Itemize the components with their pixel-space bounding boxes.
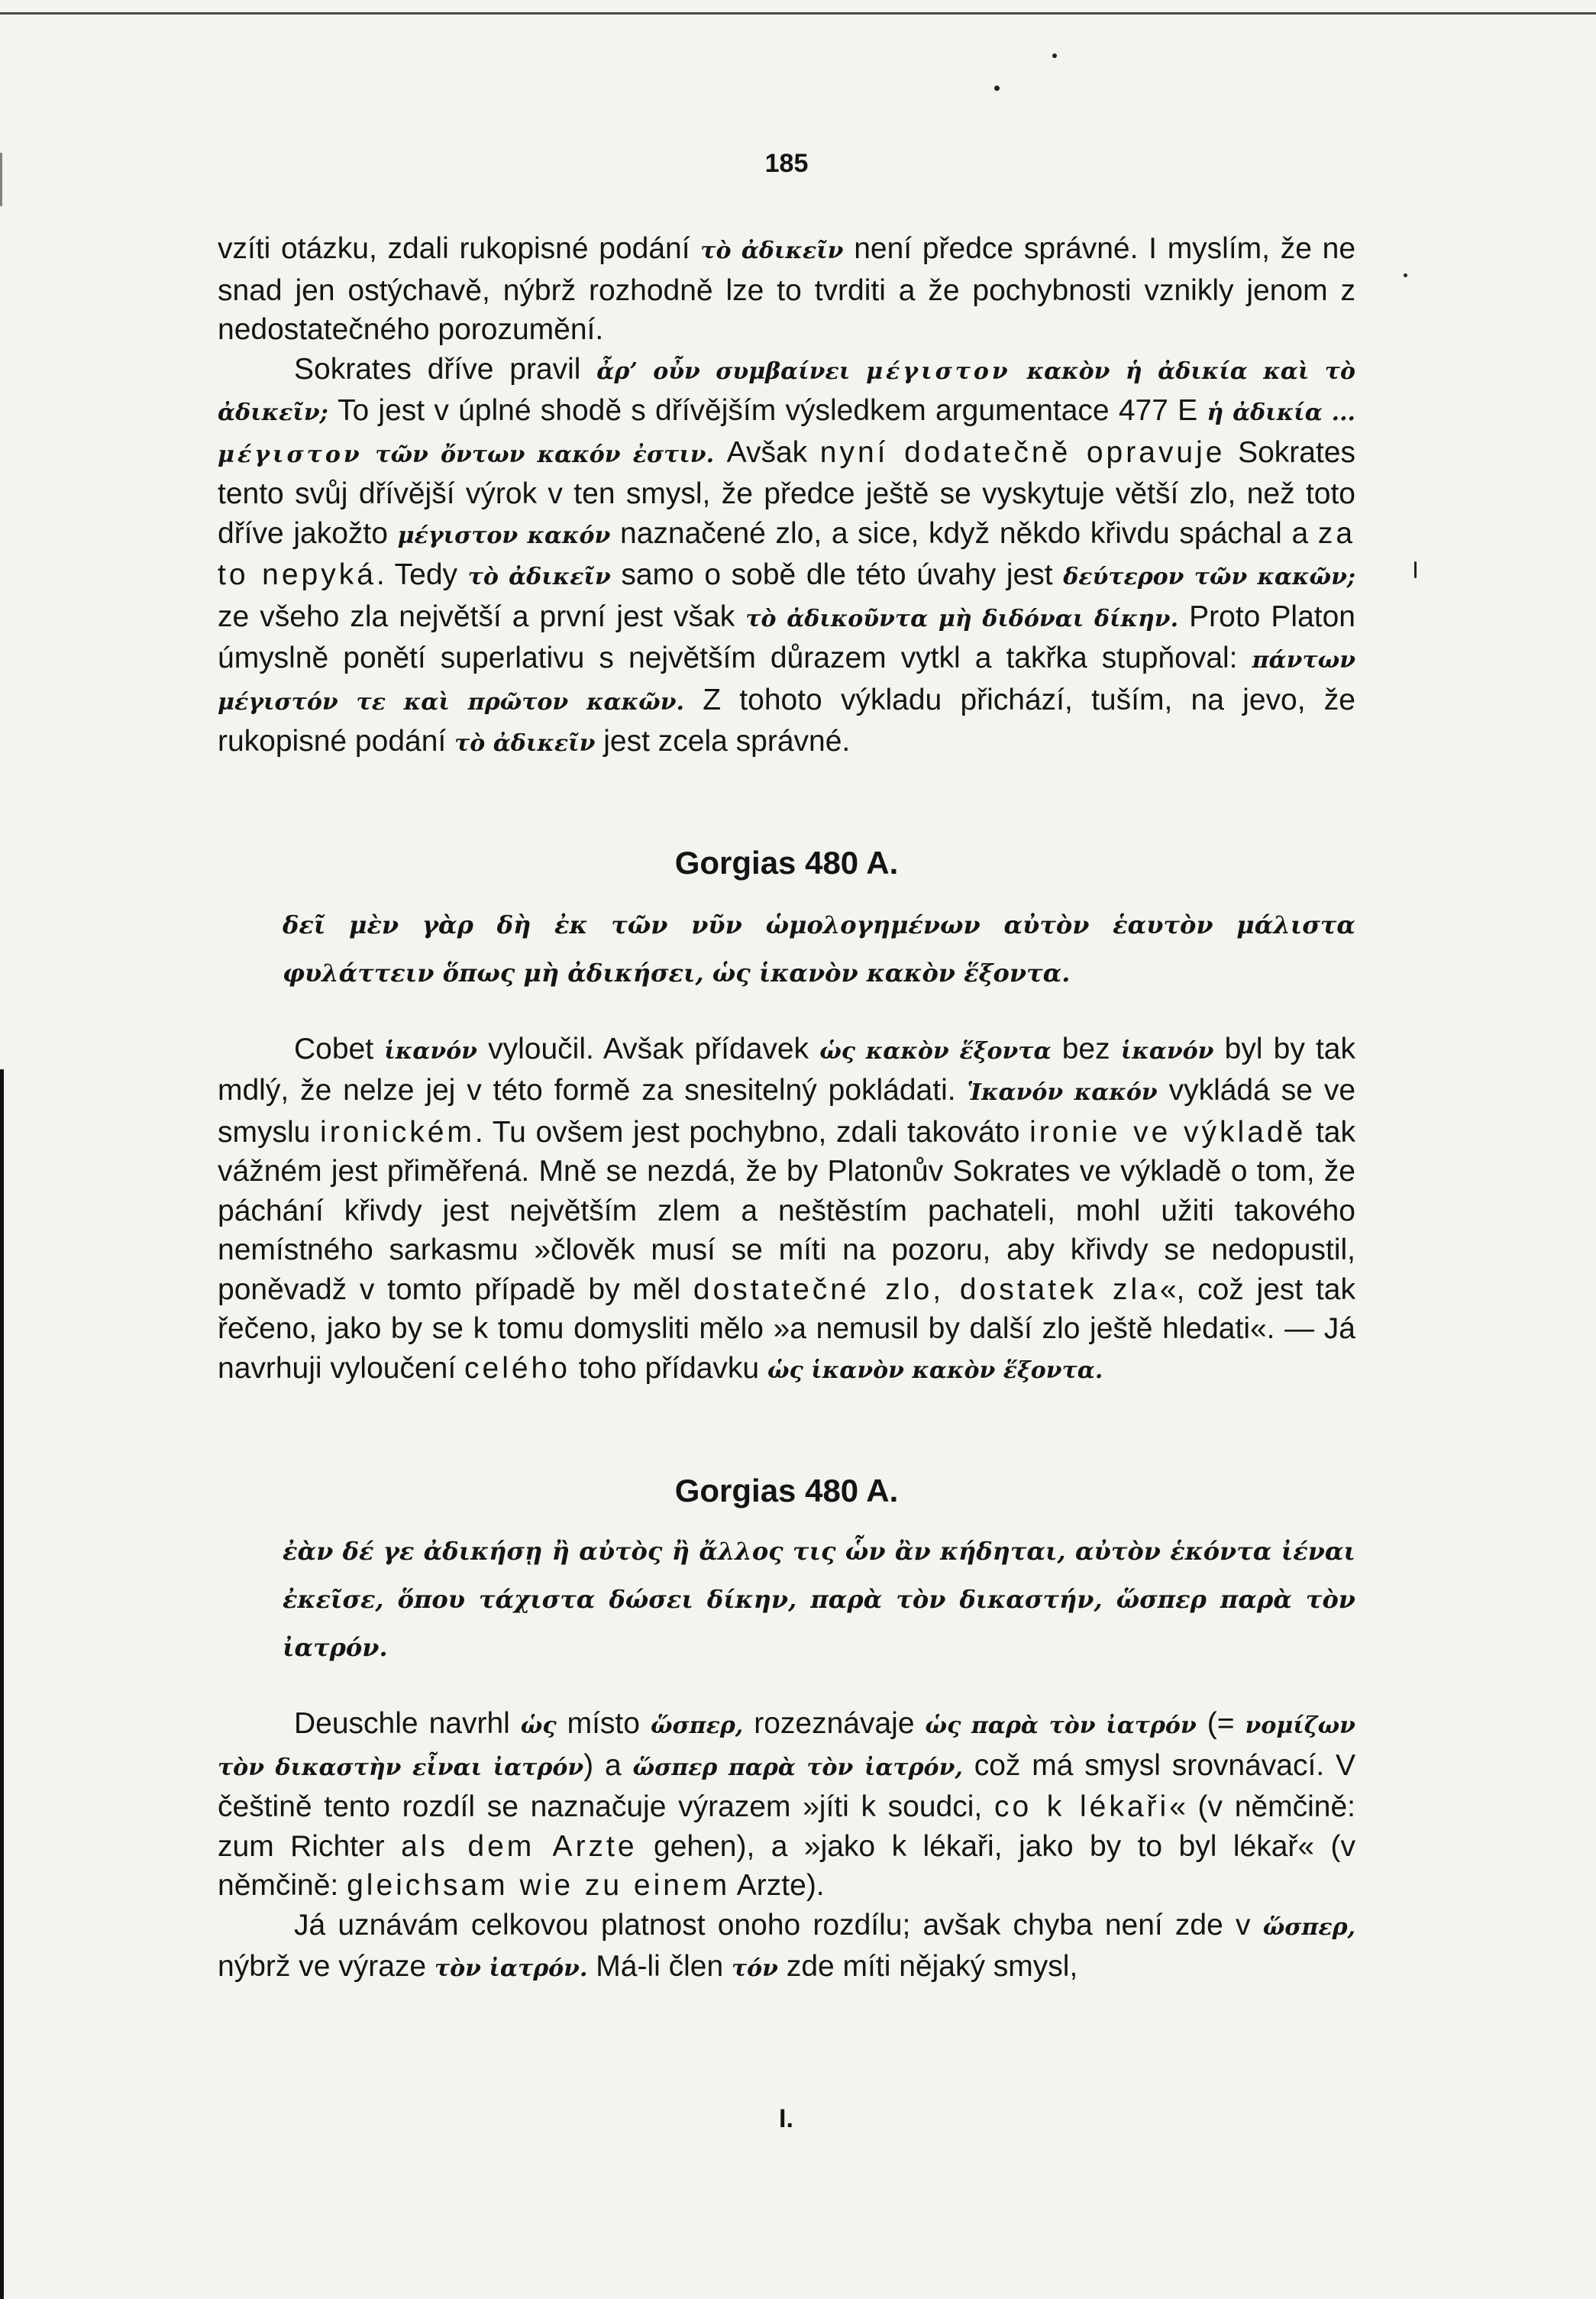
text-run: To jest v úplné shodě s dřívějším výsledkem argumentace 477 E <box>338 394 1198 427</box>
text-run: Sokrates tento svůj dřívější výrok v ten smysl, že předce ještě se vyskytuje větší zlo, než toto dříve jakožto <box>218 435 1355 550</box>
text-run: není předce správné. I myslím, že ne snad jen ostýchavě, nýbrž rozhodně lze to tvrditi a že pochybnosti vznikly jenom z nedostatečného porozumění. <box>218 232 1356 346</box>
greek-term: τῶν ὄντων κακόν ἐστιν. <box>375 441 715 468</box>
text-run: Deuschle navrhl <box>294 1707 510 1740</box>
scan-left-edge-upper <box>0 153 2 206</box>
greek-term: ὡς <box>520 1712 557 1739</box>
spaced-emphasis: nyní dodatečně opravuje <box>819 435 1226 469</box>
paragraph-3 <box>218 1030 1355 1391</box>
spaced-emphasis: ironie ve výkladě <box>1029 1115 1307 1149</box>
spaced-emphasis: celého <box>464 1351 570 1385</box>
spaced-emphasis: gleichsam wie zu einem <box>347 1869 731 1902</box>
spaced-emphasis: za to nepyká <box>218 516 1356 591</box>
greek-term: τὸν ἰατρόν. <box>434 1955 588 1982</box>
paragraph-5 <box>218 1906 1355 1989</box>
section-heading: Gorgias 480 A. <box>674 1473 899 1508</box>
text-run: Má-li člen <box>596 1950 724 1983</box>
text-run: ) a <box>583 1748 622 1782</box>
greek-term: ὥσπερ παρὰ τὸν ἰατρόν, <box>632 1754 963 1781</box>
text-run: bez <box>1061 1032 1110 1065</box>
text-run: rozeznávaje <box>754 1707 915 1740</box>
greek-spaced: μέγιστον <box>218 441 363 468</box>
text-run: . Tu ovšem jest pochybno, zdali takováto <box>474 1115 1020 1149</box>
text-run: nýbrž ve výraze <box>218 1950 427 1983</box>
greek-term: ἱκανόν <box>1120 1037 1214 1065</box>
text-run: Sokrates dříve pravil <box>294 352 581 386</box>
text-run: naznačené zlo, a sice, když někdo křivdu spáchal a <box>620 516 1309 550</box>
greek-term: ἡ ἀδικία ... <box>1207 399 1355 426</box>
scan-left-edge <box>0 1069 4 2299</box>
signature-mark: I. <box>779 2104 793 2133</box>
text-run: . Tedy <box>376 558 458 591</box>
page-body <box>218 229 1355 1989</box>
greek-term: Ἱκανόν κακόν <box>967 1079 1158 1106</box>
page-number: 185 <box>764 149 809 178</box>
greek-term: τόν <box>731 1955 778 1982</box>
greek-term: ἱκανόν <box>384 1037 477 1065</box>
text-run: toho přídavku <box>578 1351 760 1385</box>
text-run: jest zcela správné. <box>603 725 851 758</box>
text-run: což má smysl srovnávací. V češtině tento rozdíl se naznačuje výrazem »jíti k soudci, <box>218 1748 1356 1823</box>
greek-term: τὸ ἀδικεῖν <box>467 564 611 590</box>
text-run: Proto Platon úmyslně ponětí superlativu s největším důrazem vytkl a takřka stupňoval: <box>218 600 1355 674</box>
greek-term: νομίζων τὸν δικαστὴν εἶναι ἰατρόν <box>218 1712 1355 1781</box>
scan-speck <box>1404 273 1407 277</box>
text-run: vzíti otázku, zdali rukopisné podání <box>218 232 690 265</box>
greek-spaced: μέγιστον <box>866 357 1011 385</box>
spaced-emphasis: co k lékaři <box>993 1790 1170 1823</box>
text-run: Cobet <box>294 1032 374 1065</box>
greek-term: ὡς παρὰ τὸν ἰατρόν <box>925 1712 1197 1739</box>
scan-speck <box>1052 53 1057 58</box>
greek-quote: ἐὰν δέ γε ἀδικήσῃ ἢ αὐτὸς ἢ ἄλλος τις ὧν ἂν κήδηται, αὐτὸν ἑκόντα ἰέναι ἐκεῖσε, ὅπου τάχιστα δώσει δίκην, παρὰ τὸν δικαστήν, ὥσπερ παρὰ τὸν ἰατρόν. <box>283 1537 1355 1662</box>
paragraph-1 <box>218 229 1355 350</box>
text-run: gehen), a »jako k lékaři, jako by to byl lékař« (v němčině: <box>218 1829 1356 1902</box>
text-run: samo o sobě dle této úvahy jest <box>621 558 1053 591</box>
greek-term: ἆρ’ οὖν συμβαίνει <box>596 357 851 385</box>
scan-speck <box>994 86 1000 91</box>
scan-speck <box>1414 561 1417 578</box>
greek-term: ὡς ἱκανὸν κακὸν ἕξοντα. <box>767 1356 1103 1384</box>
paragraph-4 <box>218 1704 1355 1906</box>
paragraph-2 <box>218 350 1355 764</box>
greek-term: ὥσπερ, <box>650 1712 744 1739</box>
greek-term: ὡς κακὸν ἕξοντα <box>819 1037 1052 1065</box>
spaced-emphasis: ironickém <box>320 1115 475 1149</box>
scan-top-rule <box>0 12 1596 15</box>
greek-term: τὸ ἀδικεῖν <box>454 730 596 757</box>
text-run: (= <box>1207 1707 1235 1740</box>
text-run: tak vážném jest přiměřená. Mně se nezdá, že by Platonův Sokrates ve výkladě o tom, že páchání křivdy jest největším zlem a neštěstím pachateli, mohl užiti takového nemístného sarkasmu »člověk musí se míti na pozoru, aby křivdy se nedopustil, poněvadž v tomto případě by měl <box>218 1115 1355 1306</box>
greek-term: κακὸν ἡ ἀδικία καὶ τὸ ἀδικεῖν; <box>218 357 1355 426</box>
text-run: ze všeho zla největší a první jest však <box>218 600 735 633</box>
greek-term: πάντων μέγιστόν τε καὶ πρῶτον κακῶν. <box>218 647 1356 716</box>
text-run: Já uznávám celkovou platnost onoho rozdílu; avšak chyba není zde v <box>294 1908 1251 1942</box>
greek-quote: δεῖ μὲν γὰρ δὴ ἐκ τῶν νῦν ὡμολογημένων αὐτὸν ἑαυτὸν μάλιστα φυλάττειν ὅπως μὴ ἀδικήσει, ὡς ἱκανὸν κακὸν ἕξοντα. <box>283 910 1355 988</box>
spaced-emphasis: als dem Arzte <box>401 1829 638 1863</box>
text-run: « (v němčině: zum Richter <box>218 1790 1355 1863</box>
text-run: «, což jest tak řečeno, jako by se k tomu domysliti mělo »a nemusil by další zlo ještě hledati«. — Já navrhuji vyloučení <box>218 1272 1355 1385</box>
spaced-emphasis: dostatečné zlo, dostatek zla <box>693 1272 1160 1306</box>
greek-term: ὥσπερ, <box>1262 1913 1355 1941</box>
greek-term: τὸ ἀδικεῖν <box>700 238 844 264</box>
greek-term: δεύτερον τῶν κακῶν; <box>1063 564 1355 590</box>
section-heading: Gorgias 480 A. <box>674 844 899 881</box>
text-run: Z tohoto výkladu přichází, tuším, na jevo, že rukopisné podání <box>218 683 1355 758</box>
text-run: místo <box>567 1707 640 1740</box>
text-run: vyloučil. Avšak přídavek <box>488 1032 809 1065</box>
text-run: byl by tak mdlý, že nelze jej v této formě za snesitelný pokládati. <box>218 1032 1356 1107</box>
text-run: Avšak <box>726 435 808 469</box>
greek-term: μέγιστον κακόν <box>397 522 611 549</box>
text-run: Arzte). <box>736 1869 825 1902</box>
greek-term: τὸ ἀδικοῦντα μὴ διδόναι δίκην. <box>745 605 1179 632</box>
text-run: zde míti nějaký smysl, <box>786 1950 1078 1983</box>
text-run: vykládá se ve smyslu <box>218 1074 1356 1149</box>
